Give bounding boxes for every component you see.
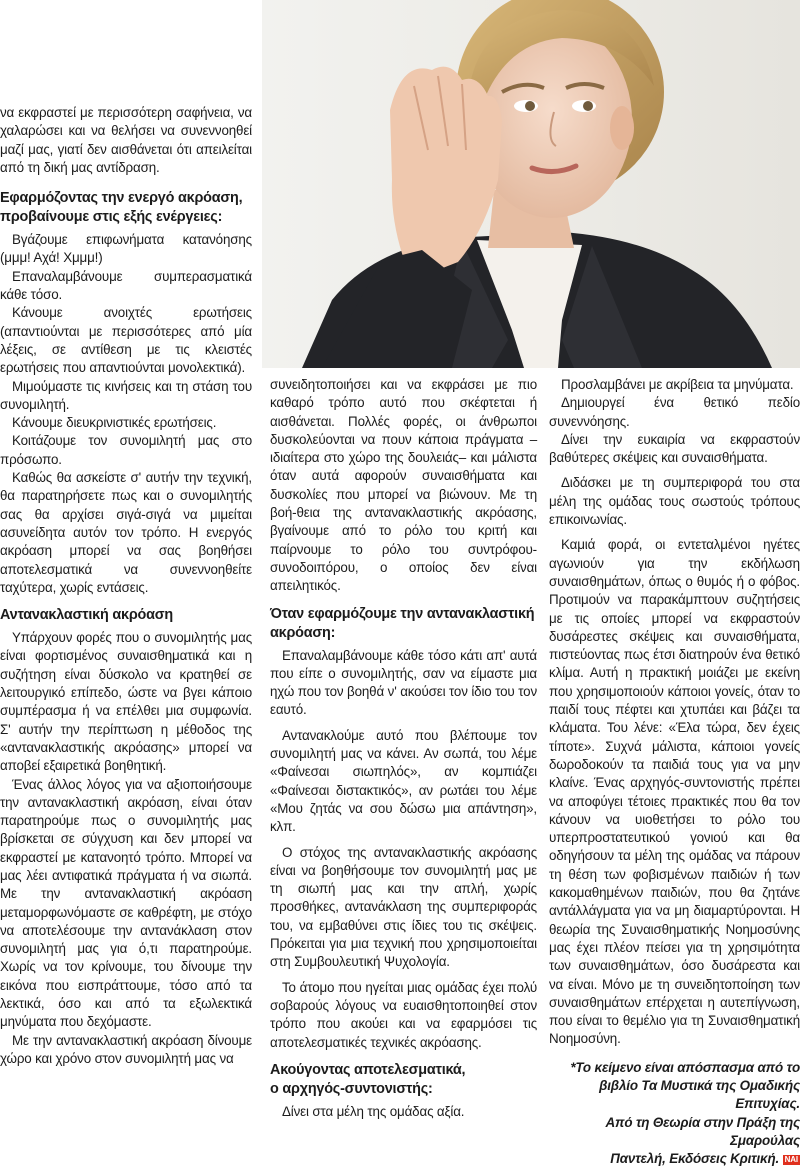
col2-heading-applying (270, 605, 537, 643)
paragraph: Υπάρχουν φορές που ο συνομιλητής μας είναι φορτισμένος συναισθηματικά και η συζήτηση είναι δύσκολο να κρατηθεί σε λειτουργικό επίπεδο, ώστε να βγει κάποιο συμπέρασμα ή να επέλθει μια συμφωνία. Σ' αυτήν την περίπτωση η μέθοδος της «αντανακλαστικής ακρόασης» μπορεί να αποβεί εξαιρετικά βοηθητική. (0, 630, 252, 774)
heading-line: προβαίνουμε στις εξής ενέργειες: (0, 209, 223, 226)
woman-listening-illustration (262, 0, 800, 368)
paragraph: Ο στόχος της αντανακλαστικής ακρόασης είναι να βοηθήσουμε τον συνομιλητή μας με τη σιωπή μας και την απλή, χωρίς προσθήκες, αντανάκλαση της συμπεριφοράς του, να εμβαθύνει στις ίδιες του τις σκέψεις. Πρόκειται για μια τεχνική που χρησιμοποιείται στη Συμβουλευτική Ψυχολογία. (270, 844, 537, 970)
col1-heading-active-listening (0, 189, 252, 227)
credit-line: *Το κείμενο είναι απόσπασμα από το (570, 1059, 800, 1075)
col1-intro: να εκφραστεί με περισσότερη σαφήνεια, να χαλαρώσει και να θελήσει να συνεννοηθεί μαζί μας, γιατί δεν αισθάνεται ότι απειλείται από τη δική μας αντίδραση. (0, 105, 252, 175)
book-credit (549, 1059, 800, 1168)
paragraph: Με την αντανακλαστική ακρόαση δίνουμε χώρο και χρόνο στον συνομιλητή μας να (0, 1032, 252, 1066)
paragraph: Δίνει την ευκαιρία να εκφραστούν βαθύτερες σκέψεις και συναισθήματα. (549, 431, 800, 466)
paragraph: Το άτομο που ηγείται μιας ομάδας έχει πολύ σοβαρούς λόγους να ευαισθητοποιηθεί στον τρόπο που ακούει και να εφαρμόσει τις αποτελεσματικές τεχνικές ακρόασης. (270, 979, 537, 1050)
list-item: Κάνουμε ανοιχτές ερωτήσεις (απαντιούνται με περισσότερες από μία λέξεις, σε αντίθεση με τις κλειστές ερωτήσεις που απαντιούνται μονολεκτικά). (0, 305, 252, 376)
list-item: Κοιτάζουμε τον συνομιλητή μας στο πρόσωπο. (0, 433, 252, 467)
paragraph: Αντανακλούμε αυτό που βλέπουμε τον συνομιλητή μας να κάνει. Αν σωπά, του λέμε «Φαίνεσαι σιωπηλός», αν κομπιάζει «Φαίνεσαι διστακτικός», αν ρωτάει του λέμε «Μου ζητάς να σου δώσω μια απάντηση», κλπ. (270, 727, 537, 835)
col2-heading-listening-effectively (270, 1061, 537, 1099)
paragraph: συνειδητοποιήσει και να εκφράσει με πιο καθαρό τρόπο αυτό που σκέφτεται ή αισθάνεται. Πολλές φορές, οι άνθρωποι δυσκολεύονται να πουν κάποια πράγματα –ιδιαίτερα στο χώρο της δουλειάς– και μάλιστα όταν αυτά αφορούν συναισθήματα και δυσκολίες που μπορεί να βιώνουν. Με τη βοή-θεια της αντανακλαστικής ακρόασης, βγαίνουμε από το ρόλο του κριτή και παίρνουμε το ρόλο του συντρόφου-συνοδοιπόρου, ο οποίος δεν είναι απειλητικός. (270, 377, 537, 594)
credit-line-text: Παντελή, Εκδόσεις Κριτική. (610, 1151, 780, 1167)
paragraph: Ένας άλλος λόγος για να αξιοποιήσουμε την αντανακλαστική ακρόαση, είναι όταν παρατηρούμε πως ο συνομιλητής μας βρίσκεται σε σύγχυση και δεν μπορεί να εκφραστεί με κατανοητό τρόπο. Μπορεί να μας λέει αντιφατικά πράγματα ή να σιωπά. Με την αντανακλαστική ακρόαση μεταμορφωνόμαστε σε καθρέφτη, με στόχο να αποτελέσουμε την αντανάκλαση στον συνομιλητή μας για ό,τι παρατηρούμε. Χωρίς να τον κρίνουμε, του δίνουμε την εικόνα που εισπράττουμε, τόσο από τα λεκτικά, όσο και από τα εξωλεκτικά μηνύματα που δεχόμαστε. (0, 776, 252, 1030)
paragraph: Προσλαμβάνει με ακρίβεια τα μηνύματα. (561, 377, 794, 392)
list-item: Βγάζουμε επιφωνήματα κατανόησης (μμμ! Αχά! Χμμμ!) (0, 232, 252, 266)
list-item: Μιμούμαστε τις κινήσεις και τη στάση του συνομιλητή. (0, 378, 252, 412)
article-photo (262, 0, 800, 368)
paragraph: Καμιά φορά, οι εντεταλμένοι ηγέτες αγωνιούν για την εκδήλωση συναισθημάτων, όπως ο θυμός ή ο φόβος. Προτιμούν να παρακάμπτουν συζητήσεις με τις οποίες μπορεί να εκφραστούν δυσάρεστες σκέψεις και συναισθήματα, πιστεύοντας πως έτσι διατηρούν ένα θετικό κλίμα. Αυτή η πρακτική μοιάζει με εκείνη που χρησιμοποιούν κάποιοι γονείς, όταν το παιδί τους πέφτει και χτυπάει και βάζει τα κλάματα. Του λένε: «Έλα τώρα, δεν έχεις τίποτε». Συχνά μάλιστα, κάποιοι γονείς δωροδοκούν τα παιδιά τους για να μην κλαίνε. Ένας αρχηγός-συντονιστής πρέπει να αποφύγει τέτοιες πρακτικές που θα τον κάνουν να υιοθετήσει το ρόλο του υπερπροστατευτικού γονιού και θα οδηγήσουν τα μέλη της ομάδας να πάρουν τη θέση των φοβισμένων παιδιών ή των κακομαθημένων παιδιών, που θα ζητάνε αντάλλάγματα για να μη διαμαρτύρονται. Η θεωρία της Συναισθηματικής Νοημοσύνης μας έχει πλέον πείσει για τη χρησιμότητα των συναισθημάτων, όσο δυσάρεστα και να είναι. Μόνο με τη συνειδητοποίηση των συναισθημάτων επέρχεται η αυτεπίγνωση, που είναι το θεμέλιο για τη Συναισθηματική Νοημοσύνη. (549, 537, 800, 1047)
column-3 (549, 376, 800, 1168)
col1-heading-reflective-listening: Αντανακλαστική ακρόαση (0, 607, 174, 624)
credit-line (549, 1150, 800, 1168)
heading-line: Ακούγοντας αποτελεσματικά, (270, 1061, 466, 1078)
heading-line: ο αρχηγός-συντονιστής: (270, 1080, 433, 1097)
publisher-logo: ΝΑΙ (784, 1154, 798, 1164)
paragraph: Δημιουργεί ένα θετικό πεδίο συνεννόησης. (549, 395, 800, 429)
paragraph: Δίνει στα μέλη της ομάδας αξία. (282, 1103, 465, 1119)
paragraph: Καθώς θα ασκείστε σ' αυτήν την τεχνική, θα παρατηρήσετε πως και ο συνομιλητής σας θα αρχίσει σιγά-σιγά να μιμείται ασυνείδητα αυτόν τον τρόπο. Η ενεργός ακρόαση μπορεί να σας βοηθήσει αποτελεσματικά να συνεννοηθείτε ταχύτερα, χωρίς εντάσεις. (0, 470, 252, 595)
list-item: Κάνουμε διευκρινιστικές ερωτήσεις. (12, 415, 217, 431)
paragraph: Διδάσκει με τη συμπεριφορά του στα μέλη της ομάδας τους σωστούς τρόπους επικοινωνίας. (549, 475, 800, 528)
heading-line: Όταν εφαρμόζουμε την αντανακλαστική (270, 605, 535, 622)
paragraph: Επαναλαμβάνουμε κάθε τόσο κάτι απ' αυτά που είπε ο συνομιλητής, σαν να είμαστε μια ηχώ που τον βοηθά ν' ακούσει τον ίδιο του τον εαυτό. (270, 647, 537, 718)
heading-line: Εφαρμόζοντας την ενεργό ακρόαση, (0, 190, 243, 207)
credit-line: Από τη Θεωρία στην Πράξη της Σμαρούλας (605, 1114, 800, 1148)
heading-line: ακρόαση: (270, 624, 336, 641)
list-item: Επαναλαμβάνουμε συμπερασματικά κάθε τόσο. (0, 268, 252, 303)
credit-line: βιβλίο Τα Μυστικά της Ομαδικής Επιτυχίας. (599, 1077, 800, 1112)
column-2 (270, 376, 537, 1121)
column-1 (0, 104, 252, 1068)
